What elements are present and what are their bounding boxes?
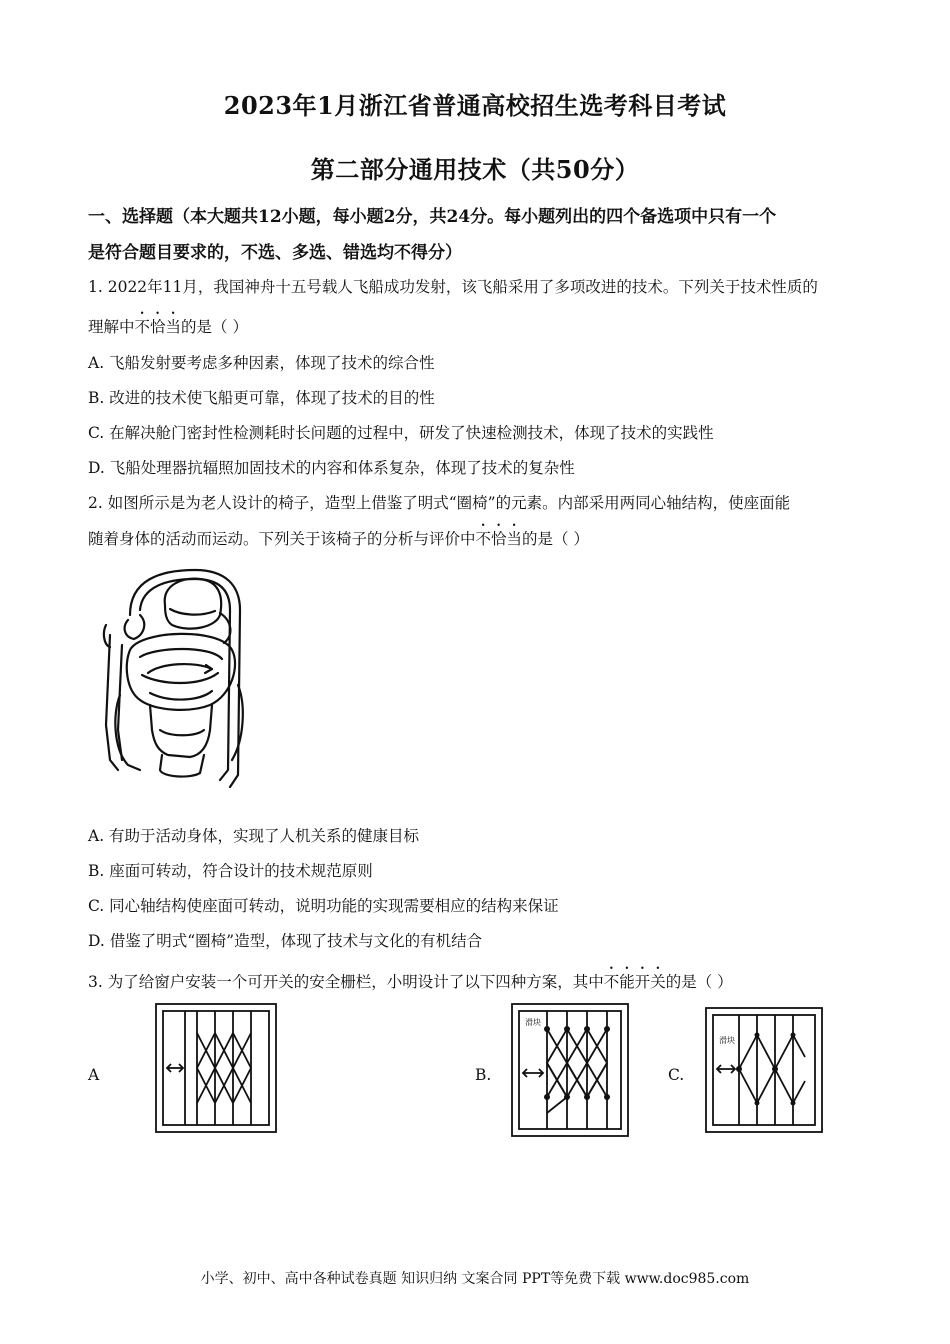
grille-figure-a [155,1003,277,1133]
slider-label-b: 滑块 [525,1018,541,1027]
section-heading-line2: 是符合题目要求的，不选、多选、错选均不得分） [88,243,462,263]
q1-stem-pre: 理解中 [88,318,135,336]
q3-stem-pre: 3. 为了给窗户安装一个可开关的安全栅栏，小明设计了以下四种方案，其中 [88,973,604,991]
q2-stem-pre: 随着身体的活动而运动。下列关于该椅子的分析与评价中 [88,530,476,548]
q2-stem-post: 的是（ ） [522,530,589,548]
exam-title: 2023年1月浙江省普通高校招生选考科目考试 [223,91,727,120]
q2-option-a: A. 有助于活动身体，实现了人机关系的健康目标 [88,827,420,845]
section-heading-line1: 一、选择题（本大题共12小题，每小题2分，共24分。每小题列出的四个备选项中只有一个 [88,207,777,227]
q1-stem-line1: 1. 2022年11月，我国神舟十五号载人飞船成功发射，该飞船采用了多项改进的技术。下列关于技术性质的 [88,278,818,296]
q2-emphasis: 不恰当 [475,530,523,548]
q3-label-a: A [88,1066,100,1084]
q2-option-b: B. 座面可转动，符合设计的技术规范原则 [88,862,373,880]
q1-option-a: A. 飞船发射要考虑多种因素，体现了技术的综合性 [88,354,435,372]
q1-option-b: B. 改进的技术使飞船更可靠，体现了技术的目的性 [88,389,435,407]
chair-illustration [100,565,260,790]
q3-stem-post: 的是（ ） [665,973,733,991]
q1-emphasis: 不恰当 [134,318,182,336]
grille-figure-c [705,1007,823,1133]
q1-stem-post: 的是（ ） [181,318,248,336]
footer-text: 小学、初中、高中各种试卷真题 知识归纳 文案合同 PPT等免费下载 www.doc985.com [200,1271,750,1287]
q2-stem-line2 [88,521,878,557]
q3-stem [88,964,878,994]
part-title: 第二部分通用技术（共50分） [310,155,640,184]
slider-label-c: 滑块 [719,1036,735,1045]
q1-stem-line2 [88,309,878,345]
grille-figure-b [511,1003,629,1137]
q2-stem-line1: 2. 如图所示是为老人设计的椅子，造型上借鉴了明式“圈椅”的元素。内部采用两同心轴结构，使座面能 [88,494,791,512]
q3-emphasis: 不能开关 [603,973,666,991]
q1-option-d: D. 飞船处理器抗辐照加固技术的内容和体系复杂，体现了技术的复杂性 [88,459,575,477]
q2-option-d: D. 借鉴了明式“圈椅”造型，体现了技术与文化的有机结合 [88,932,483,950]
q3-label-b: B. [475,1066,492,1084]
q3-label-c: C. [668,1066,685,1084]
q2-option-c: C. 同心轴结构使座面可转动，说明功能的实现需要相应的结构来保证 [88,897,559,915]
q1-option-c: C. 在解决舱门密封性检测耗时长问题的过程中，研发了快速检测技术，体现了技术的实践性 [88,424,714,442]
